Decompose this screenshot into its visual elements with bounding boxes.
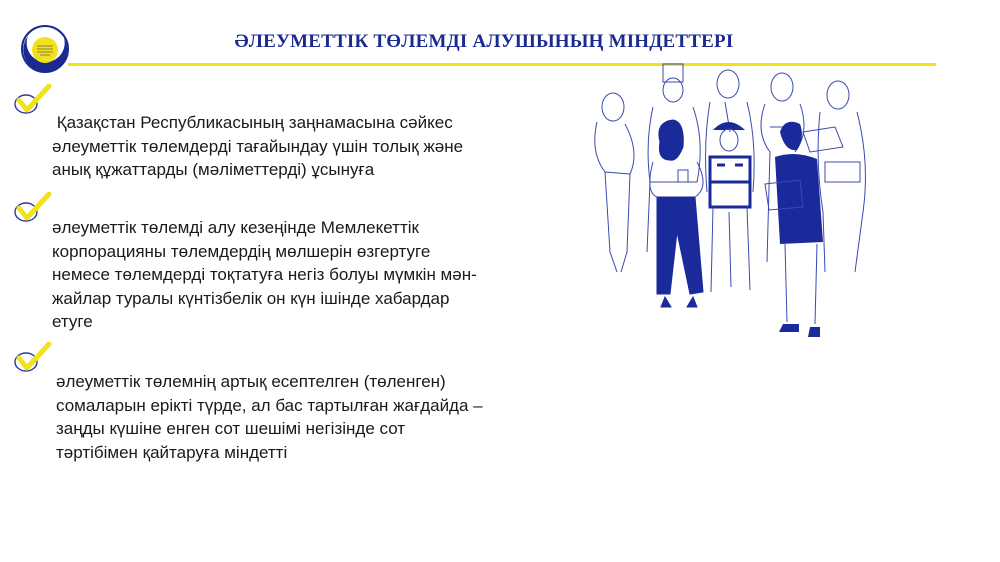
obligation-item-2 [52,216,477,334]
obligation-line: жайлар туралы күнтізбелік он күн ішінде хабардар [52,288,450,308]
obligation-line: анық құжаттарды (мәліметтерді) ұсынуға [52,160,375,179]
obligation-line: етуге [52,312,93,331]
obligation-line: әлеуметтік төлемді алу кезеңінде Мемлекеттік [52,218,419,237]
obligation-line: немесе төлемдерді тоқтатуға негіз болуы мүмкін мән- [52,265,477,284]
obligation-line: сомаларын ерікті түрде, ал бас тартылған жағдайда – [56,395,483,415]
organization-logo-icon [20,24,70,74]
obligation-line: корпорацияны төлемдердің мөлшерін өзгертуге [52,241,431,261]
obligation-line: әлеуметтік төлемнің артық есептелген (төленген) [56,372,446,391]
obligation-line: Қазақстан Республикасының заңнамасына сәйкес [52,113,453,132]
group-of-workers-illustration [585,62,875,347]
obligation-item-3 [56,370,483,464]
checkmark-icon [12,84,54,116]
obligation-line: әлеуметтік төлемдерді тағайындау үшін толық және [52,136,464,156]
checkmark-icon [12,342,54,374]
checkmark-icon [12,192,54,224]
obligation-item-1 [52,111,463,182]
obligation-line: тәртібімен қайтаруға міндетті [56,442,288,462]
obligation-line: заңды күшіне енген сот шешімі негізінде сот [56,419,406,438]
page-title: ӘЛЕУМЕТТІК ТӨЛЕМДІ АЛУШЫНЫҢ МІНДЕТТЕРІ [234,31,734,52]
